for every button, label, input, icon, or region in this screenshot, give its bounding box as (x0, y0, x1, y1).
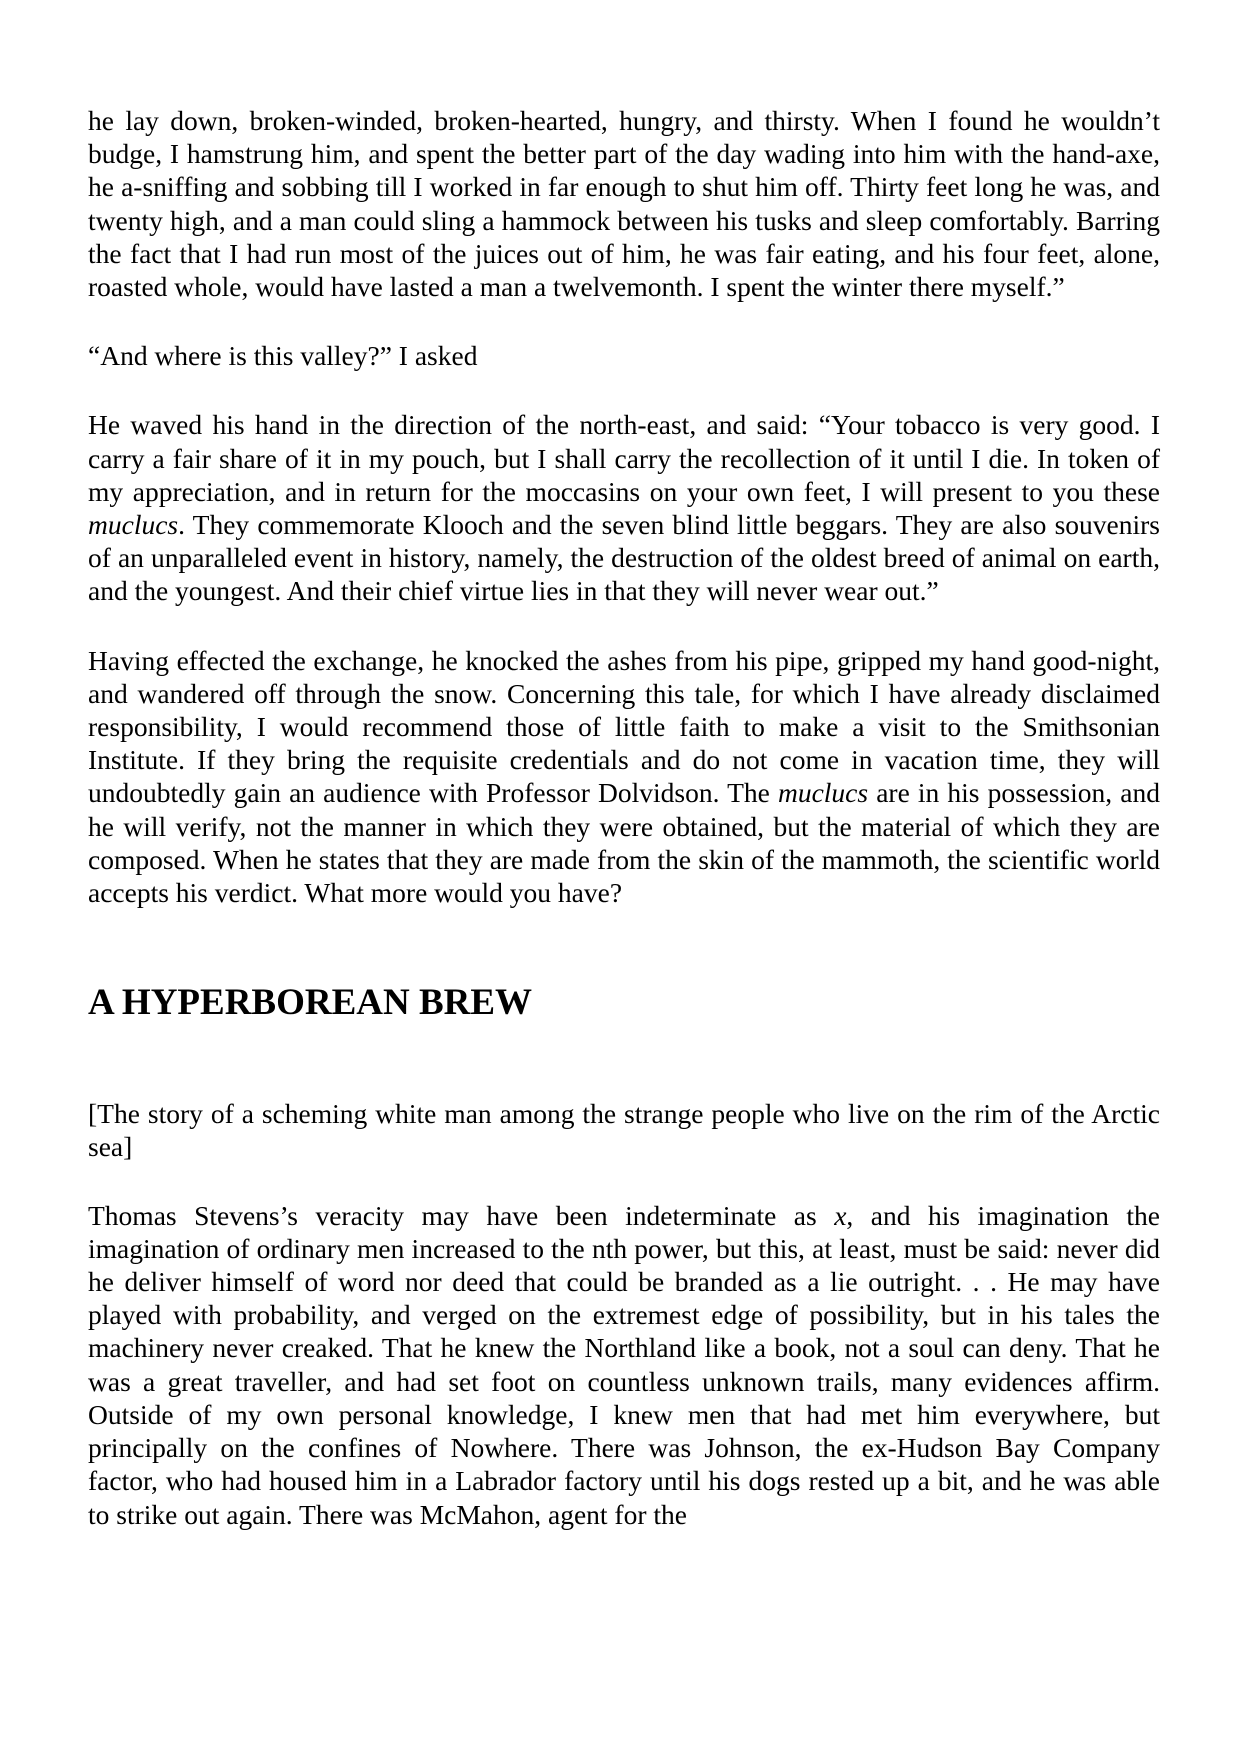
paragraph-4-emphasis: muclucs (777, 777, 869, 809)
paragraph-4-text-b: are in his possession, and he will verify, not the manner in which they were obtained, but the material of which they are composed. When he states that they are made from the skin of the mammoth, the scientific world accepts his verdict. What more would you have? (88, 777, 1160, 909)
chapter-paragraph-1-text-a: Thomas Stevens’s veracity may have been indeterminate as (88, 1199, 835, 1231)
chapter-paragraph-1-text-b: , and his imagination the imagination of ordinary men increased to the nth power, but this, at least, must be said: never did he deliver himself of word nor deed that could be branded as a lie outright. . . He may have played with probability, and verged on the extremest edge of possibility, but in his tales the machinery never creaked. That he knew the Northland like a book, not a soul can deny. That he was a great traveller, and had set foot on countless unknown trails, many evidences affirm. Outside of my own personal knowledge, I knew men that had met him everywhere, but principally on the confines of Nowhere. There was Johnson, the ex-Hudson Bay Company factor, who had housed him in a Labrador factory until his dogs rested up a bit, and he was able to strike out again. There was McMahon, agent for the (88, 1199, 1160, 1530)
paragraph-2: “And where is this valley?” I asked (88, 340, 478, 372)
paragraph-3-emphasis: muclucs (88, 509, 179, 541)
chapter-paragraph-1-emphasis: x (834, 1199, 847, 1231)
paragraph-1: he lay down, broken-winded, broken-hearted, hungry, and thirsty. When I found he wouldn’t budge, I hamstrung him, and spent the better part of the day wading into him with the hand-axe, he a-sniffing and sobbing till I worked in far enough to shut him off. Thirty feet long he was, and twenty high, and a man could sling a hammock between his tusks and sleep comfortably. Barring the fact that I had run most of the juices out of him, he was fair eating, and his four feet, alone, roasted whole, would have lasted a man a twelvemonth. I spent the winter there myself.” (88, 105, 1160, 303)
paragraph-3 (88, 408, 1160, 607)
chapter-subtitle: [The story of a scheming white man among the strange people who live on the rim of the Arctic sea] (88, 1098, 1160, 1163)
paragraph-3-text-b: . They commemorate Klooch and the seven blind little beggars. They are also souvenirs of an unparalleled event in history, namely, the destruction of the oldest breed of animal on earth, and the youngest. And their chief virtue lies in that they will never wear out.” (88, 509, 1160, 607)
page-content (88, 104, 1160, 1531)
paragraph-3-text-a: He waved his hand in the direction of the north-east, and said: “Your tobacco is very good. I carry a fair share of it in my pouch, but I shall carry the recollection of it until I die. In token of my appreciation, and in return for the moccasins on your own feet, I will present to you these (88, 409, 1160, 507)
chapter-paragraph-1 (88, 1199, 1160, 1531)
paragraph-4-text-a: Having effected the exchange, he knocked the ashes from his pipe, gripped my hand good-night, and wandered off through the snow. Concerning this tale, for which I have already disclaimed responsibility, I would recommend those of little faith to make a visit to the Smithsonian Institute. If they bring the requisite credentials and do not come in vacation time, they will undoubtedly gain an audience with Professor Dolvidson. The (88, 644, 1160, 809)
chapter-title: A HYPERBOREAN BREW (88, 982, 533, 1024)
paragraph-4 (88, 644, 1160, 910)
